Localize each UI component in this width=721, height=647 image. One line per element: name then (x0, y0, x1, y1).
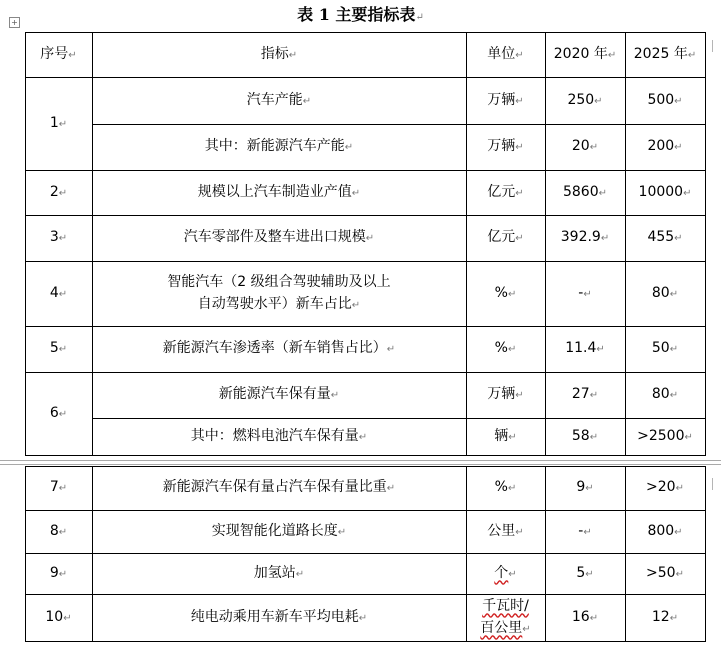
header-2020-text: 2020 年 (553, 45, 608, 62)
cell-end-mark: ↵ (351, 187, 361, 199)
row-2020-text: - (578, 522, 584, 539)
row-indicator-text: 实现智能化道路长度 (211, 522, 338, 539)
row-2020 (545, 418, 625, 455)
cell-end-mark: ↵ (515, 142, 524, 153)
row-2025-text: >2500 (637, 427, 685, 444)
row-2025-text: 80 (651, 386, 670, 402)
cell-end-mark: ↵ (508, 431, 517, 443)
row-2020 (545, 170, 625, 215)
header-unit (466, 32, 545, 77)
cell-end-mark: ↵ (365, 233, 375, 244)
row-unit-text: 万辆 (487, 386, 516, 402)
cell-end-mark: ↵ (58, 288, 68, 300)
row-unit-text: 公里 (487, 522, 516, 539)
row-2025-text: 50 (651, 340, 670, 356)
row-number (25, 77, 92, 170)
cell-end-mark: ↵ (684, 431, 693, 443)
row-number (25, 170, 92, 215)
cell-end-mark: ↵ (507, 483, 517, 494)
cell-end-mark: ↵ (295, 568, 305, 580)
row-number (25, 553, 92, 594)
margin-corner-mark (712, 40, 713, 52)
row-2025 (625, 594, 705, 641)
row-number-text: 8 (49, 522, 59, 539)
row-indicator (92, 372, 466, 418)
cell-end-mark: ↵ (607, 49, 617, 61)
row-2020 (545, 553, 625, 594)
row-2025 (625, 326, 705, 372)
cell-end-mark: ↵ (669, 390, 679, 401)
row-indicator-text: 加氢站 (253, 564, 296, 581)
header-2025 (625, 32, 705, 77)
row-number (25, 261, 92, 326)
cell-end-mark: ↵ (594, 95, 603, 107)
cell-end-mark: ↵ (58, 344, 68, 355)
cell-end-mark: ↵ (583, 526, 592, 538)
row-2025 (625, 215, 705, 261)
cell-end-mark: ↵ (58, 233, 68, 244)
cell-end-mark: ↵ (600, 233, 610, 244)
row-number (25, 372, 92, 455)
row-indicator (92, 553, 466, 594)
cell-end-mark: ↵ (508, 568, 517, 580)
row-unit (466, 124, 545, 170)
cell-end-mark: ↵ (669, 612, 679, 624)
row-2025-text: >50 (646, 564, 676, 581)
cell-end-mark: ↵ (589, 390, 599, 401)
row-2020-text: 250 (567, 91, 595, 108)
header-no-text: 序号 (40, 45, 69, 62)
row-2025 (625, 510, 705, 553)
row-unit-text: 千瓦时/ (482, 597, 529, 614)
cell-end-mark: ↵ (515, 390, 524, 401)
header-indicator-text: 指标 (260, 45, 289, 62)
cell-end-mark: ↵ (522, 623, 531, 635)
row-indicator (92, 326, 466, 372)
row-indicator (92, 510, 466, 553)
row-2025 (625, 261, 705, 326)
cell-end-mark: ↵ (515, 95, 524, 107)
cell-end-mark: ↵ (674, 142, 683, 153)
row-2020 (545, 77, 625, 124)
row-2020 (545, 372, 625, 418)
row-2020-text: - (578, 284, 584, 301)
cell-end-mark: ↵ (583, 288, 592, 300)
row-unit (466, 466, 545, 510)
cell-end-mark: ↵ (589, 431, 599, 443)
row-indicator-text: 其中：新能源汽车产能 (204, 138, 345, 154)
cell-end-mark: ↵ (58, 526, 68, 538)
row-indicator-text: 纯电动乘用车新车平均电耗 (190, 608, 359, 625)
row-2025 (625, 170, 705, 215)
row-2025-text: 455 (647, 229, 675, 245)
row-unit-text: % (494, 284, 508, 301)
row-2025-text: 800 (647, 522, 675, 539)
cell-end-mark: ↵ (302, 95, 312, 107)
cell-end-mark: ↵ (585, 568, 594, 580)
cell-end-mark: ↵ (358, 431, 368, 443)
row-number-text: 5 (49, 340, 59, 356)
cell-end-mark: ↵ (515, 233, 524, 244)
row-indicator-text: 规模以上汽车制造业产值 (197, 183, 352, 200)
row-indicator-text: 汽车产能 (246, 91, 303, 108)
table-move-handle-icon[interactable]: + (9, 17, 20, 28)
cell-end-mark: ↵ (507, 288, 517, 300)
cell-end-mark: ↵ (58, 187, 68, 199)
table-title-text: 表 1 主要指标表 (297, 5, 416, 24)
row-unit (466, 553, 545, 594)
cell-end-mark: ↵ (58, 568, 68, 580)
header-2020 (545, 32, 625, 77)
row-indicator (92, 418, 466, 455)
row-number-text: 1 (49, 114, 59, 131)
row-2025 (625, 418, 705, 455)
row-number-text: 7 (49, 479, 59, 495)
cell-end-mark: ↵ (386, 483, 396, 494)
row-2020 (545, 215, 625, 261)
cell-end-mark: ↵ (585, 483, 594, 494)
page-break-line-top (0, 460, 721, 461)
row-indicator (92, 124, 466, 170)
row-2025-text: 200 (647, 138, 675, 154)
row-indicator (92, 170, 466, 215)
cell-end-mark: ↵ (337, 526, 347, 538)
row-unit-text: 百公里 (480, 619, 523, 636)
cell-end-mark: ↵ (675, 568, 684, 580)
cell-end-mark: ↵ (58, 408, 68, 420)
row-unit-text: % (494, 479, 508, 495)
row-unit (466, 418, 545, 455)
cell-end-mark: ↵ (58, 118, 68, 130)
row-unit-text: 辆 (494, 427, 509, 444)
row-2025 (625, 124, 705, 170)
margin-corner-mark (712, 478, 713, 490)
row-2025-text: 12 (651, 608, 670, 625)
row-2020-text: 392.9 (560, 229, 601, 245)
row-2025-text: 500 (647, 91, 675, 108)
cell-end-mark: ↵ (515, 49, 524, 61)
row-unit-text: % (494, 340, 508, 356)
row-number-text: 3 (49, 229, 59, 245)
row-2020 (545, 594, 625, 641)
cell-end-mark: ↵ (351, 299, 361, 311)
cell-end-mark: ↵ (669, 288, 679, 300)
row-2020-text: 20 (571, 138, 590, 154)
row-2025 (625, 77, 705, 124)
row-indicator (92, 215, 466, 261)
header-no (25, 32, 92, 77)
cell-end-mark: ↵ (674, 233, 683, 244)
row-unit (466, 261, 545, 326)
row-number-text: 6 (49, 404, 59, 421)
cell-end-mark: ↵ (515, 526, 524, 538)
cell-end-mark: ↵ (330, 390, 340, 401)
row-indicator-text: 新能源汽车保有量 (218, 386, 331, 402)
cell-end-mark: ↵ (598, 187, 608, 199)
row-unit (466, 326, 545, 372)
row-2020-text: 58 (571, 427, 590, 444)
row-unit (466, 594, 545, 641)
row-number-text: 10 (45, 608, 64, 625)
paragraph-mark: ↵ (415, 12, 424, 23)
cell-end-mark: ↵ (674, 95, 683, 107)
row-indicator (92, 594, 466, 641)
row-unit (466, 215, 545, 261)
cell-end-mark: ↵ (669, 344, 679, 355)
row-number (25, 466, 92, 510)
row-unit (466, 77, 545, 124)
table-rule (705, 32, 706, 456)
cell-end-mark: ↵ (288, 49, 298, 61)
row-unit-text: 亿元 (487, 229, 516, 245)
row-number-text: 4 (49, 284, 59, 301)
header-unit-text: 单位 (487, 45, 516, 62)
row-number (25, 510, 92, 553)
row-2025-text: >20 (646, 479, 676, 495)
row-2020-text: 11.4 (565, 340, 597, 356)
row-2020 (545, 261, 625, 326)
row-unit (466, 510, 545, 553)
table-rule (25, 455, 706, 456)
row-number (25, 215, 92, 261)
row-unit-text: 万辆 (487, 91, 516, 108)
row-2020 (545, 510, 625, 553)
row-2020-text: 16 (571, 608, 590, 625)
cell-end-mark: ↵ (68, 49, 77, 61)
row-indicator-text: 智能汽车（2 级组合驾驶辅助及以上 (167, 273, 391, 290)
row-indicator (92, 261, 466, 326)
row-number (25, 326, 92, 372)
cell-end-mark: ↵ (687, 49, 697, 61)
cell-end-mark: ↵ (674, 526, 683, 538)
cell-end-mark: ↵ (344, 142, 354, 153)
header-2025-text: 2025 年 (633, 45, 688, 62)
table-rule (705, 466, 706, 642)
cell-end-mark: ↵ (589, 612, 599, 624)
row-number (25, 594, 92, 641)
row-number-text: 2 (49, 183, 59, 200)
header-indicator (92, 32, 466, 77)
row-2025 (625, 372, 705, 418)
row-2025-text: 10000 (638, 183, 684, 200)
cell-end-mark: ↵ (386, 344, 396, 355)
row-unit-text: 万辆 (487, 138, 516, 154)
cell-end-mark: ↵ (58, 483, 68, 494)
cell-end-mark: ↵ (63, 612, 72, 624)
cell-end-mark: ↵ (358, 612, 368, 624)
row-2020 (545, 466, 625, 510)
row-2025-text: 80 (651, 284, 670, 301)
row-unit-text: 亿元 (487, 183, 516, 200)
row-indicator (92, 466, 466, 510)
row-indicator-text: 新能源汽车保有量占汽车保有量比重 (162, 479, 387, 495)
table-title (0, 4, 721, 29)
cell-end-mark: ↵ (589, 142, 599, 153)
row-unit-text: 个 (494, 564, 509, 581)
cell-end-mark: ↵ (507, 344, 517, 355)
row-unit (466, 372, 545, 418)
cell-end-mark: ↵ (596, 344, 605, 355)
row-2025 (625, 466, 705, 510)
row-indicator-text: 其中：燃料电池汽车保有量 (190, 427, 359, 444)
page-break-line-bottom (0, 464, 721, 465)
row-indicator (92, 77, 466, 124)
row-2025 (625, 553, 705, 594)
cell-end-mark: ↵ (683, 187, 692, 199)
row-2020-text: 5860 (562, 183, 599, 200)
row-2020 (545, 124, 625, 170)
row-indicator-text: 新能源汽车渗透率（新车销售占比） (162, 340, 387, 356)
row-2020-text: 5 (576, 564, 586, 581)
row-2020 (545, 326, 625, 372)
row-indicator-text: 汽车零部件及整车进出口规模 (183, 229, 366, 245)
row-unit (466, 170, 545, 215)
row-number-text: 9 (49, 564, 59, 581)
cell-end-mark: ↵ (515, 187, 524, 199)
row-2020-text: 27 (571, 386, 590, 402)
row-indicator-text: 自动驾驶水平）新车占比 (197, 295, 352, 312)
cell-end-mark: ↵ (675, 483, 684, 494)
row-2020-text: 9 (576, 479, 586, 495)
table-rule (25, 641, 706, 642)
